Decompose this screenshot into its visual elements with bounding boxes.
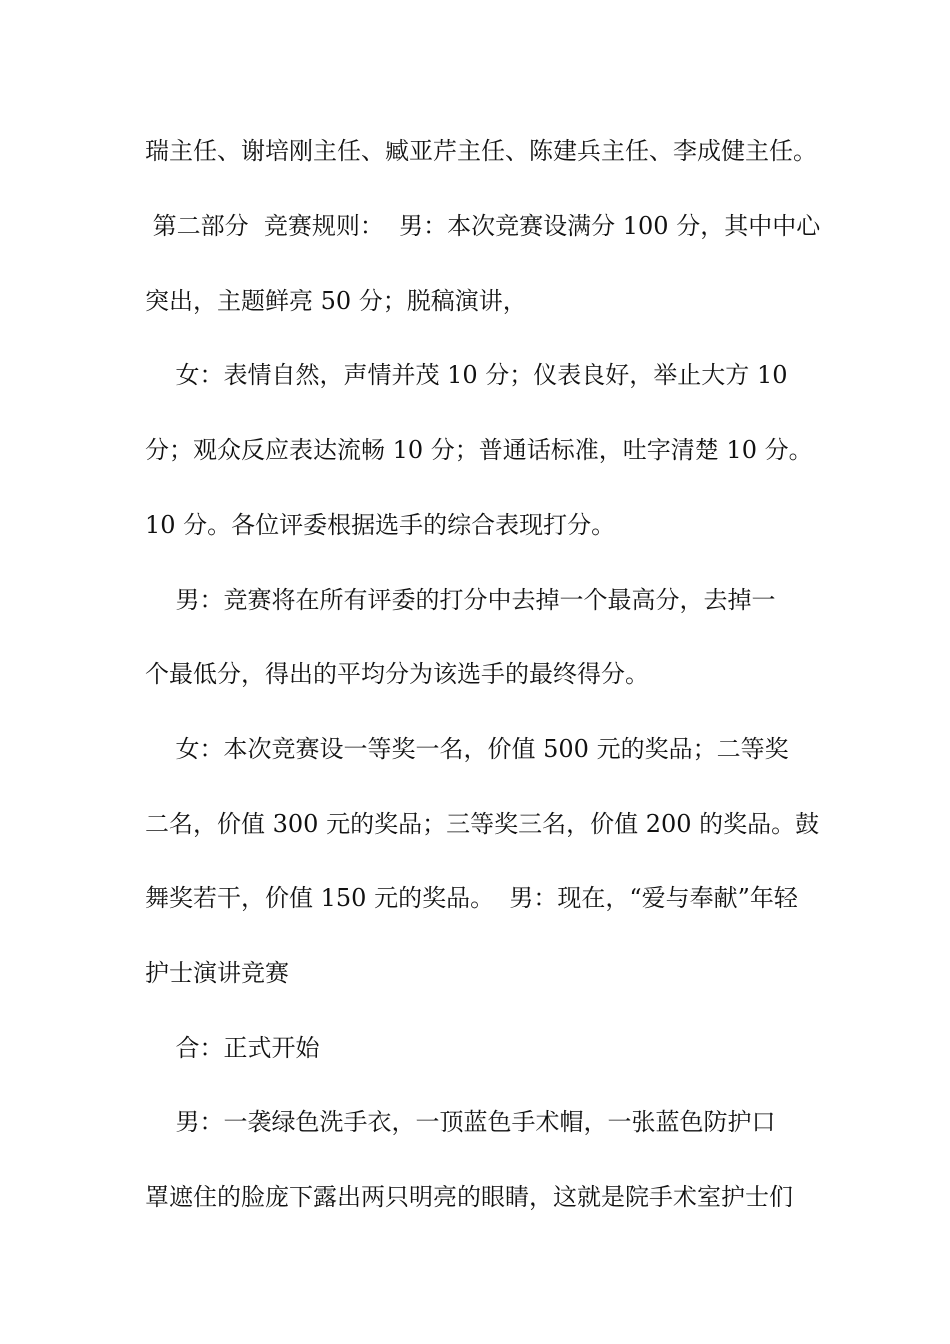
text-line-8: 个最低分，得出的平均分为该选手的最终得分。 [145,660,649,688]
text-line-10: 二名，价值 300 元的奖品；三等奖三名，价值 200 的奖品。鼓 [145,810,820,838]
text-line-3: 突出，主题鲜亮 50 分；脱稿演讲， [145,287,527,315]
text-line-11: 舞奖若干，价值 150 元的奖品。 男：现在，“爱与奉献”年轻 [145,884,798,912]
text-line-14: 男：一袭绿色洗手衣，一顶蓝色手术帽，一张蓝色防护口 [145,1108,776,1136]
text-line-4: 女：表情自然，声情并茂 10 分；仪表良好，举止大方 10 [145,361,788,389]
text-line-2: 第二部分 竞赛规则： 男：本次竞赛设满分 100 分，其中中心 [145,212,821,240]
text-line-13: 合：正式开始 [145,1034,320,1062]
text-line-9: 女：本次竞赛设一等奖一名，价值 500 元的奖品；二等奖 [145,735,789,763]
text-line-12: 护士演讲竞赛 [145,959,289,987]
text-line-1: 瑞主任、谢培刚主任、臧亚芹主任、陈建兵主任、李成健主任。 [145,137,817,165]
text-line-6: 10 分。各位评委根据选手的综合表现打分。 [145,511,616,539]
text-line-5: 分；观众反应表达流畅 10 分；普通话标准，吐字清楚 10 分。 [145,436,813,464]
text-line-7: 男：竞赛将在所有评委的打分中去掉一个最高分，去掉一 [145,586,776,614]
text-line-15: 罩遮住的脸庞下露出两只明亮的眼睛，这就是院手术室护士们 [145,1183,793,1211]
